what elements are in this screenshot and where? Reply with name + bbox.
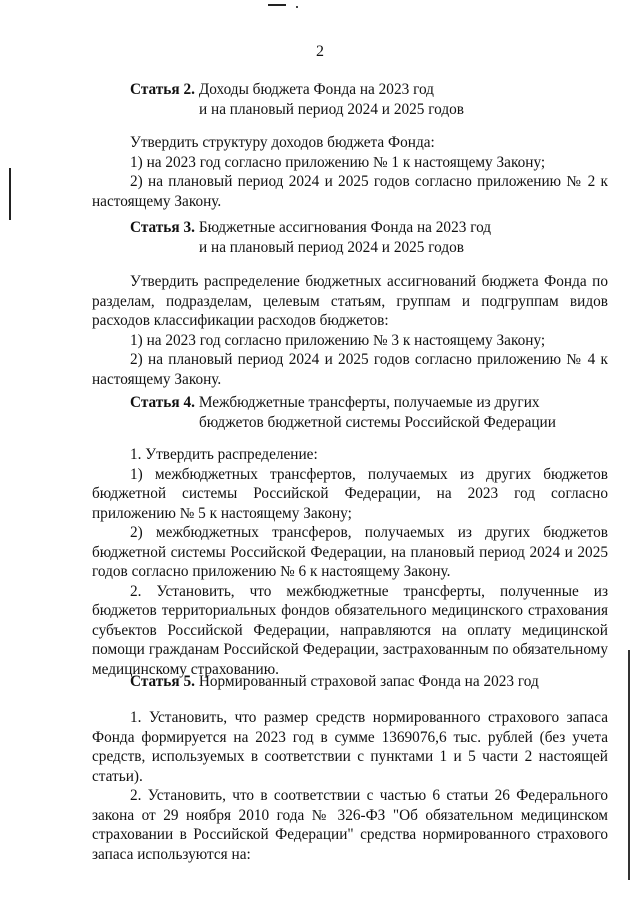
paragraph: 2. Установить, что межбюджетные трансферты, полученные из бюджетов территориальных фондов обязательного медицинского страхования субъектов Российской Федерации, направляются на оплату медицинской помощи гражданам Российской Федерации, застрахованным по обязательному медицинскому страхованию. [92,582,608,678]
article-5-body [92,708,608,864]
article-title-line2: и на плановый период 2024 и 2025 годов [199,101,464,118]
scan-artifact-top [268,4,286,6]
paragraph: 1) на 2023 год согласно приложению № 3 к настоящему Закону; [130,331,546,349]
paragraph: 2) межбюджетных трансферов, получаемых из других бюджетов бюджетной системы Российской Федерации, на плановый период 2024 и 2025 годов согласно приложению № 6 к настоящему Закону. [92,524,608,580]
article-title-line1: Доходы бюджета Фонда на 2023 год [198,81,434,98]
paragraph: Утвердить структуру доходов бюджета Фонда: [130,134,435,151]
article-title-line1: Межбюджетные трансферты, получаемые из других [198,394,540,411]
article-2-body [92,133,608,211]
paragraph: 2. Установить, что в соответствии с частью 6 статьи 26 Федерального закона от 29 ноября 2010 года № 326-ФЗ "Об обязательном медицинском страховании в Российской Федерации" средства нормированного страхового запаса используются на: [92,787,608,863]
paragraph: 1. Утвердить распределение: [130,446,318,463]
article-label: Статья 2. [130,81,195,98]
page-number: 2 [316,43,324,60]
scan-artifact-left-bar [9,168,11,220]
article-title-line1: Нормированный страховой запас Фонда на 2023 год [198,673,539,690]
article-5-title [92,672,608,692]
article-label: Статья 5. [130,673,195,690]
scan-artifact-right-bar [628,650,630,880]
article-4-body [92,445,608,679]
scan-artifact-dot [296,6,298,8]
paragraph: 2) на плановый период 2024 и 2025 годов согласно приложению № 2 к настоящему Закону. [92,173,608,210]
article-3-body [92,272,608,389]
article-label: Статья 3. [130,219,195,236]
article-title-line1: Бюджетные ассигнования Фонда на 2023 год [198,219,492,236]
paragraph: 1) на 2023 год согласно приложению № 1 к настоящему Закону; [130,153,546,171]
article-title-line2: бюджетов бюджетной системы Российской Федерации [199,414,556,431]
paragraph: 1. Установить, что размер средств нормированного страхового запаса Фонда формируется на 2023 год в сумме 1369076,6 тыс. рублей (без учета средств, используемых в соответствии с пунктами 1 и 5 части 2 настоящей статьи). [92,709,608,785]
article-title-line2: и на плановый период 2024 и 2025 годов [199,239,464,256]
paragraph: 1) межбюджетных трансфертов, получаемых из других бюджетов бюджетной системы Российской Федерации, на 2023 год согласно приложению № 5 к настоящему Закону; [92,465,608,522]
article-3-title [92,218,608,258]
paragraph: 2) на плановый период 2024 и 2025 годов согласно приложению № 4 к настоящему Закону. [92,351,608,388]
article-2-title [92,80,608,120]
paragraph: Утвердить распределение бюджетных ассигнований бюджета Фонда по разделам, подразделам, целевым статьям, группам и подгруппам видов расходов классификации расходов бюджетов: [92,273,608,329]
article-4-title [92,393,608,433]
article-label: Статья 4. [130,394,195,411]
